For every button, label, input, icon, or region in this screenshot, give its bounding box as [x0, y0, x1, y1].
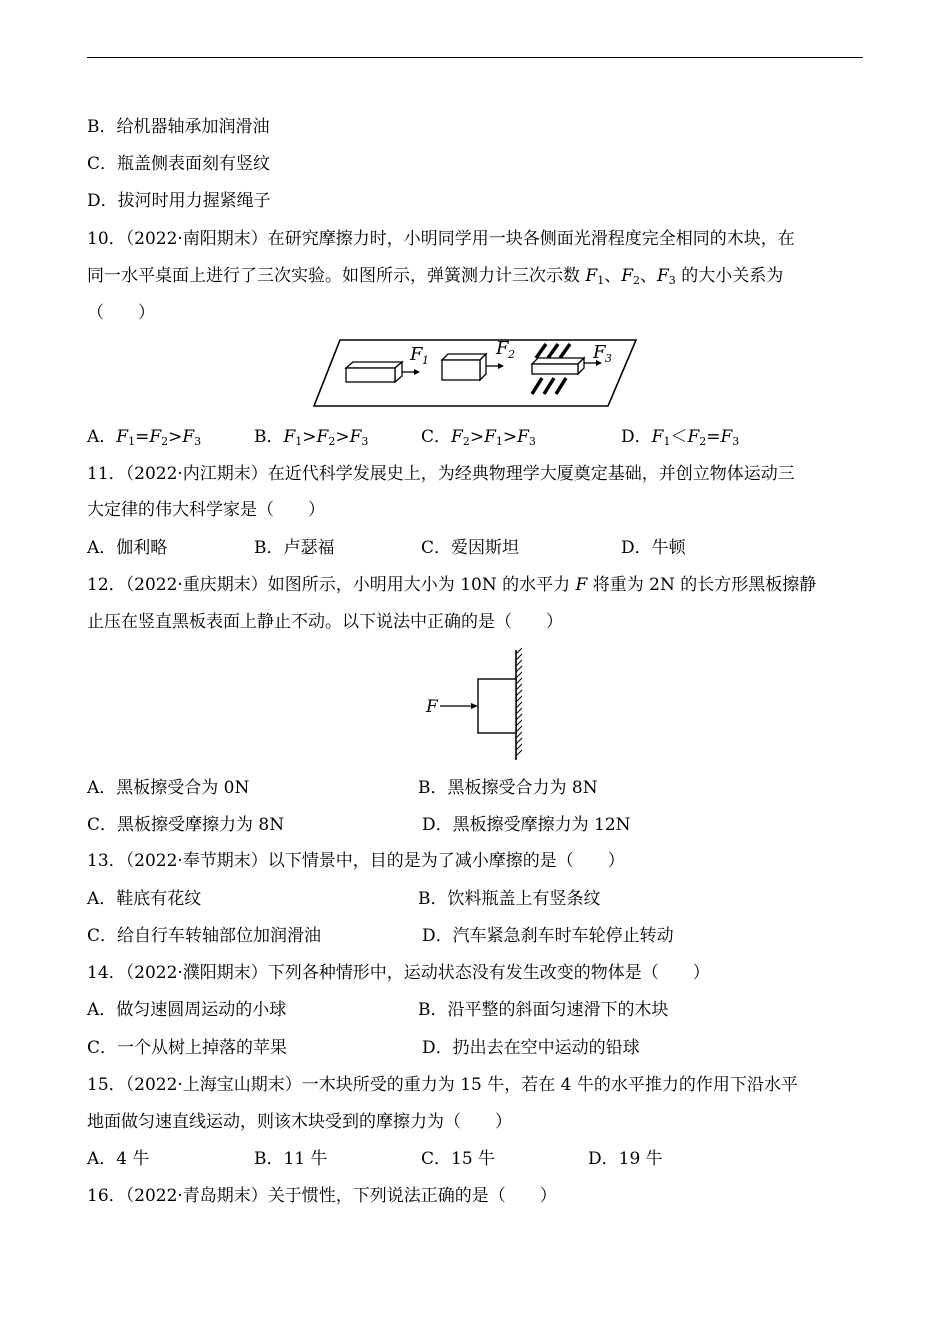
q14-option-a: A．做匀速圆周运动的小球: [87, 1000, 287, 1020]
header-rule: [87, 57, 863, 58]
q15-option-d: D．19 牛: [588, 1149, 663, 1169]
block-1: [346, 362, 402, 382]
q12-option-b: B．黑板擦受合力为 8N: [418, 778, 598, 798]
q9-option-b: B．给机器轴承加润滑油: [87, 117, 270, 137]
q10-option-d: D．$F_1<F_2=F_3$: [621, 427, 740, 448]
q12-blackboard-figure: [420, 648, 530, 762]
q9-option-d: D．拔河时用力握紧绳子: [87, 191, 271, 211]
q12-option-c: C．黑板擦受摩擦力为 8N: [87, 815, 285, 835]
q15-stem-line2: 地面做匀速直线运动，则该木块受到的摩擦力为（ ）: [87, 1112, 512, 1132]
q14-stem: 14．（2022·濮阳期末）下列各种情形中，运动状态没有发生改变的物体是（ ）: [87, 963, 710, 983]
q13-option-a: A．鞋底有花纹: [87, 889, 202, 909]
block-2: [442, 354, 486, 380]
q13-option-d: D．汽车紧急刹车时车轮停止转动: [422, 926, 674, 946]
svg-text:1: 1: [422, 354, 429, 367]
rollers-bottom: [532, 378, 566, 394]
q11-option-d: D．牛顿: [621, 538, 686, 558]
q16-stem: 16．（2022·青岛期末）关于惯性，下列说法正确的是（ ）: [87, 1186, 557, 1206]
eraser: [478, 679, 516, 733]
q10-option-c: C．$F_2>F_1>F_3$: [421, 427, 536, 448]
q10-option-a: A．$F_1=F_2>F_3$: [87, 427, 202, 448]
q11-option-a: A．伽利略: [87, 538, 168, 558]
svg-text:F: F: [496, 338, 509, 359]
rollers-top: [536, 344, 570, 358]
q11-option-b: B．卢瑟福: [254, 538, 335, 558]
q10-friction-figure: [310, 336, 640, 408]
q12-stem-line2: 止压在竖直黑板表面上静止不动。以下说法中正确的是（ ）: [87, 612, 563, 632]
svg-text:F: F: [410, 344, 423, 365]
svg-text:F: F: [426, 697, 438, 717]
q11-option-c: C．爱因斯坦: [421, 538, 520, 558]
q14-option-b: B．沿平整的斜面匀速滑下的木块: [418, 1000, 669, 1020]
q10-stem-line1: 10．（2022·南阳期末）在研究摩擦力时，小明同学用一块各侧面光滑程度完全相同的木块，在: [87, 229, 795, 249]
svg-text:3: 3: [605, 352, 612, 365]
q10-answer-paren: （ ）: [87, 303, 155, 323]
q15-stem-line1: 15．（2022·上海宝山期末）一木块所受的重力为 15 牛，若在 4 牛的水平推力的作用下沿水平: [87, 1075, 798, 1095]
q15-option-b: B．11 牛: [254, 1149, 328, 1169]
q14-option-d: D．扔出去在空中运动的铅球: [422, 1038, 640, 1058]
q13-stem: 13．（2022·奉节期末）以下情景中，目的是为了减小摩擦的是（ ）: [87, 851, 625, 871]
block-3: [532, 358, 584, 374]
q15-option-c: C．15 牛: [421, 1149, 496, 1169]
q13-option-c: C．给自行车转轴部位加润滑油: [87, 926, 322, 946]
q9-option-c: C．瓶盖侧表面刻有竖纹: [87, 154, 271, 174]
q12-stem-line1: 12．（2022·重庆期末）如图所示，小明用大小为 10N 的水平力 F 将重为 2N 的长方形黑板擦静: [87, 575, 817, 595]
q11-stem-line2: 大定律的伟大科学家是（ ）: [87, 500, 325, 520]
q15-option-a: A．4 牛: [87, 1149, 150, 1169]
q10-option-b: B．$F_1>F_2>F_3$: [254, 427, 369, 448]
svg-text:F: F: [593, 342, 606, 363]
q12-option-d: D．黑板擦受摩擦力为 12N: [422, 815, 631, 835]
q11-stem-line1: 11．（2022·内江期末）在近代科学发展史上，为经典物理学大厦奠定基础，并创立物体运动三: [87, 464, 795, 484]
svg-text:2: 2: [508, 348, 515, 361]
q13-option-b: B．饮料瓶盖上有竖条纹: [418, 889, 601, 909]
q10-stem-line2: 同一水平桌面上进行了三次实验。如图所示，弹簧测力计三次示数 $F_1$、$F_2$、$F_3$ 的大小关系为: [87, 266, 784, 287]
q14-option-c: C．一个从树上掉落的苹果: [87, 1038, 288, 1058]
wall-hatching: [516, 648, 522, 756]
q12-option-a: A．黑板擦受合为 0N: [87, 778, 250, 798]
